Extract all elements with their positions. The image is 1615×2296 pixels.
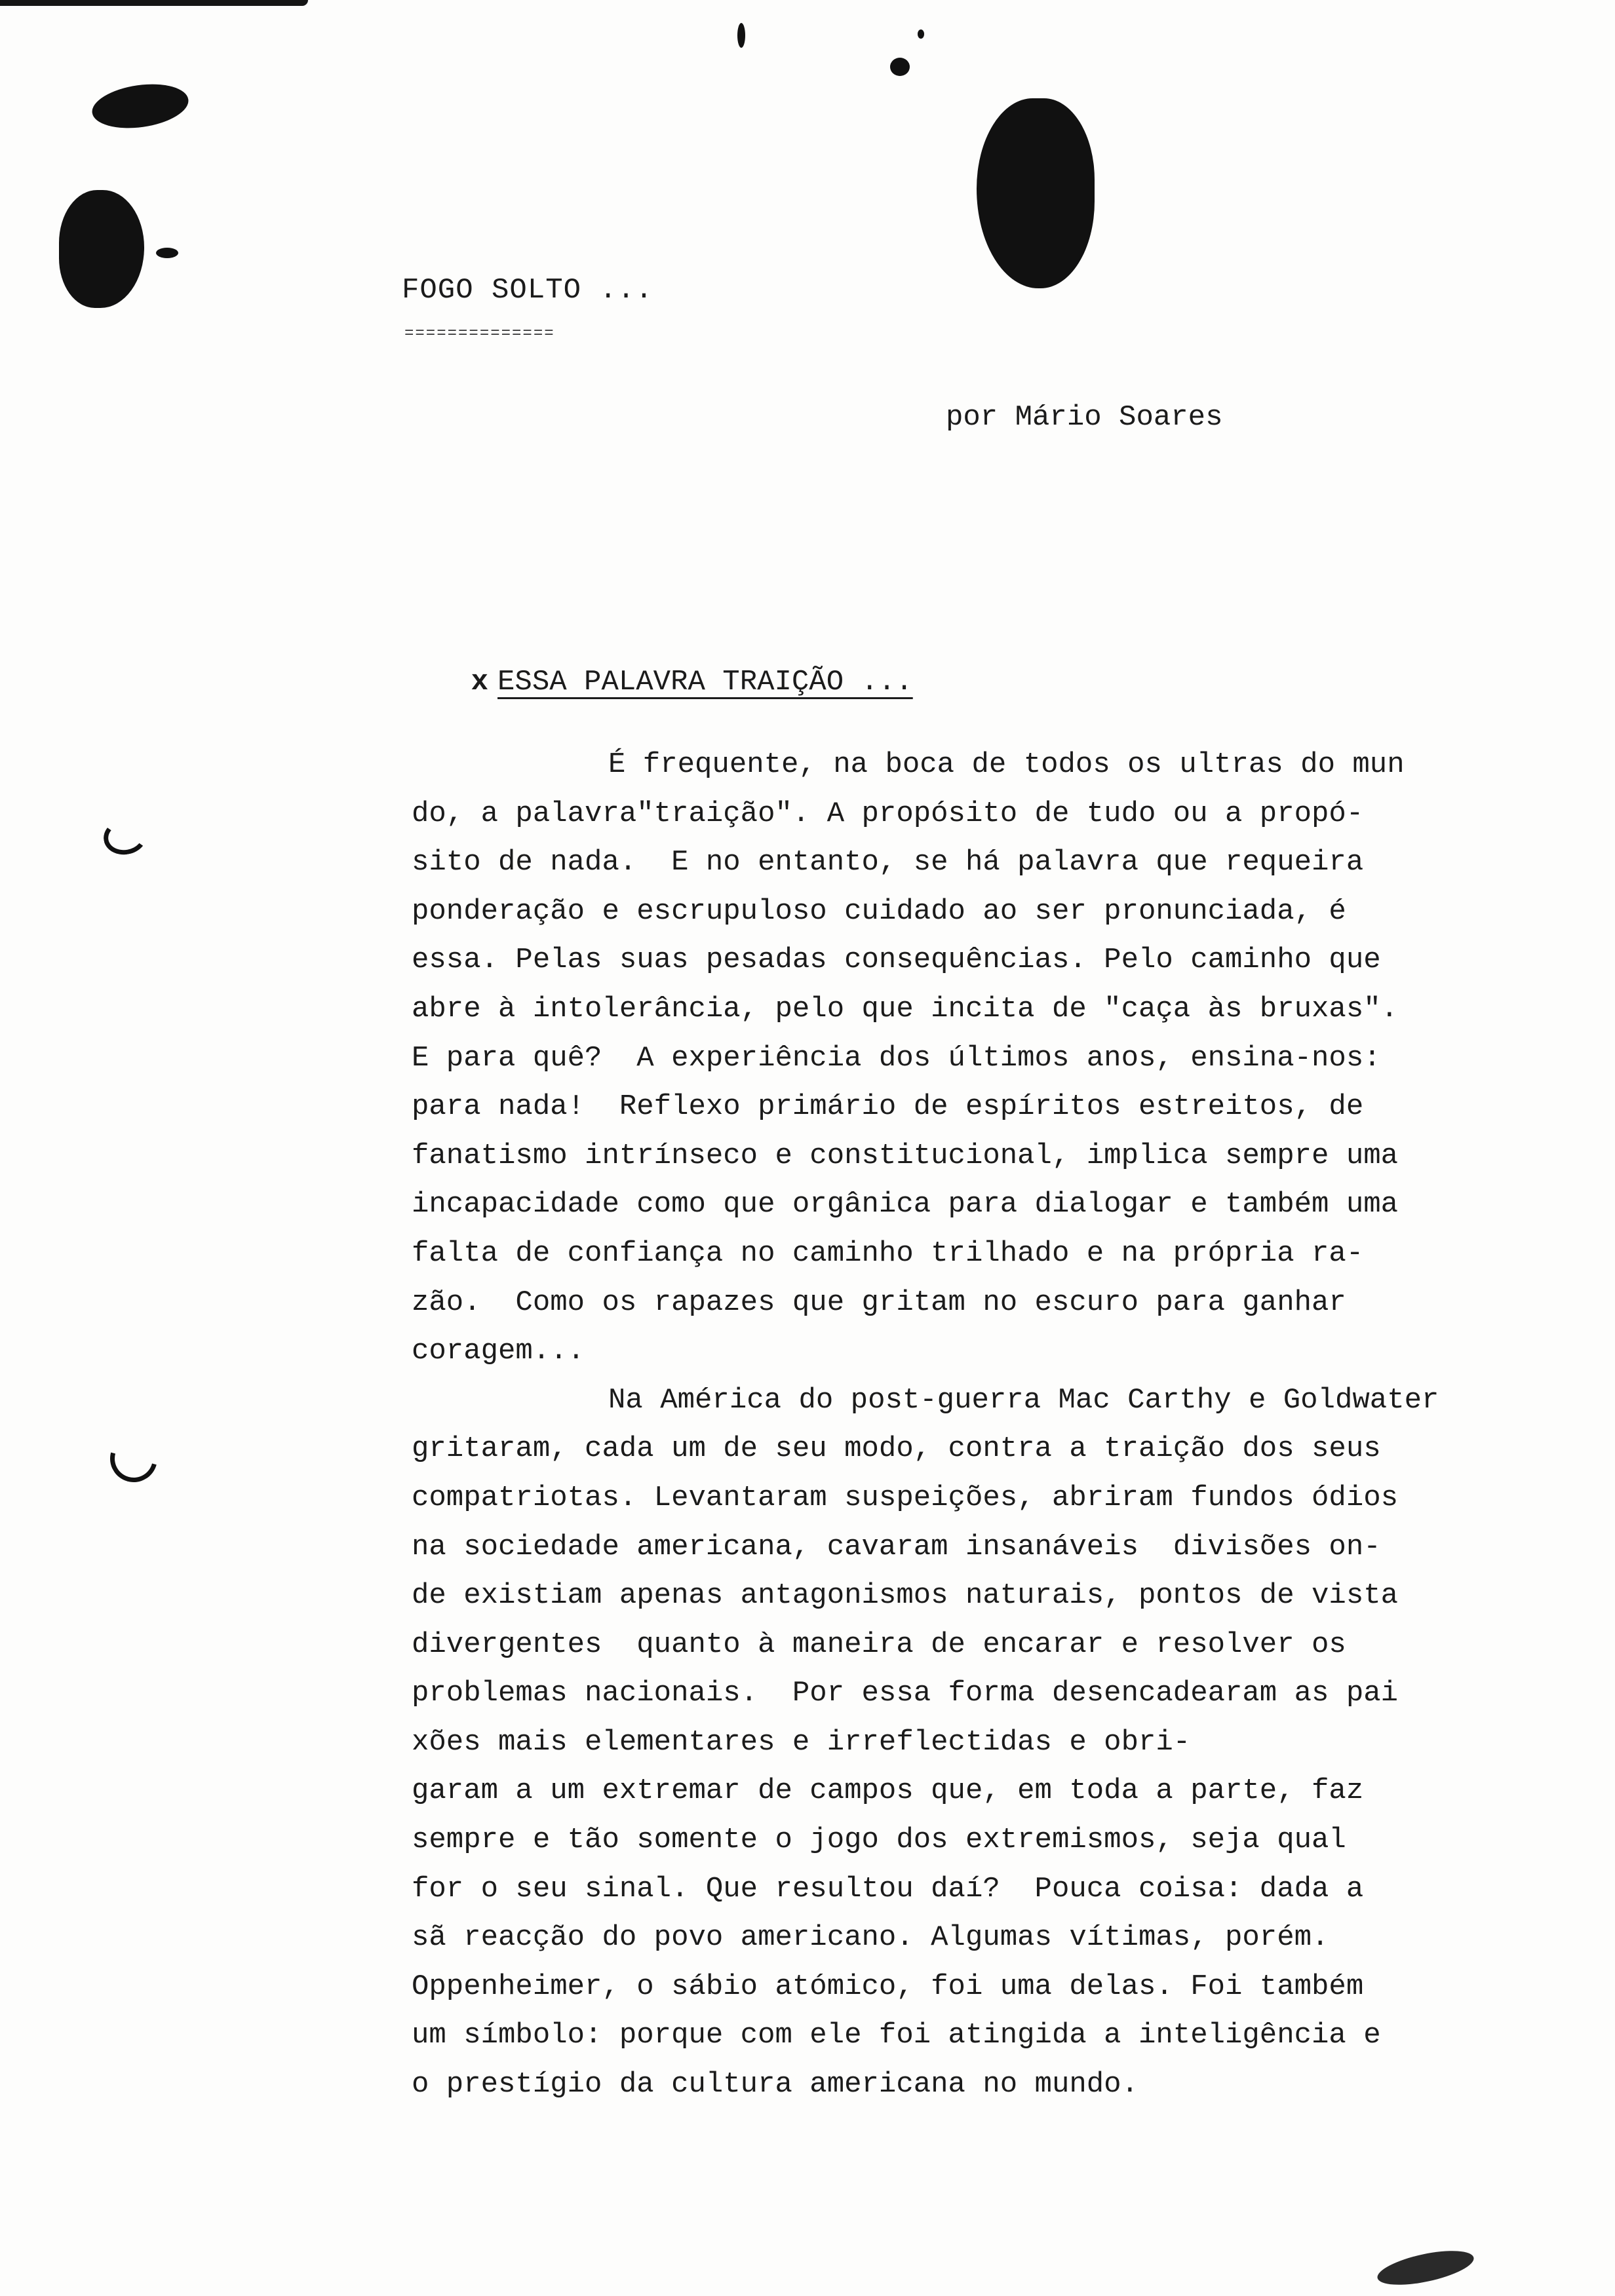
body-line: problemas nacionais. Por essa forma desencadearam as pai [412, 1677, 1399, 1710]
body-line: xões mais elementares e irreflectidas e obri- [412, 1725, 1191, 1759]
ink-smudge [1374, 2244, 1476, 2291]
body-line: gritaram, cada um de seu modo, contra a traição dos seus [412, 1432, 1381, 1466]
punch-hole-shadow [59, 190, 144, 308]
body-line: E para quê? A experiência dos últimos anos, ensina-nos: [412, 1041, 1381, 1075]
body-line: ponderação e escrupuloso cuidado ao ser pronunciada, é [412, 894, 1346, 928]
body-line: o prestígio da cultura americana no mundo. [412, 2068, 1138, 2101]
ink-blot [977, 98, 1095, 288]
ink-speck [918, 29, 924, 39]
ink-speck [890, 58, 910, 76]
title-underline-rule: ============== [404, 325, 555, 343]
body-line: para nada! Reflexo primário de espíritos estreitos, de [412, 1090, 1364, 1124]
article-body [412, 740, 1605, 2109]
body-line: do, a palavra"traição". A propósito de tudo ou a propó- [412, 797, 1364, 830]
body-line: for o seu sinal. Que resultou daí? Pouca coisa: dada a [412, 1872, 1364, 1905]
body-line: Oppenheimer, o sábio atómico, foi uma delas. Foi também [412, 1970, 1364, 2003]
ink-blot [89, 79, 191, 134]
body-line: divergentes quanto à maneira de encarar e resolver os [412, 1628, 1346, 1661]
body-line: sã reacção do povo americano. Algumas vítimas, porém. [412, 1921, 1329, 1955]
punch-hole-mark [101, 816, 149, 858]
body-line: sito de nada. E no entanto, se há palavra que requeira [412, 846, 1364, 879]
column-title: FOGO SOLTO ... [402, 274, 653, 307]
section-heading [402, 633, 913, 731]
ink-speck [156, 248, 178, 258]
section-title: ESSA PALAVRA TRAIÇÃO ... [497, 666, 913, 698]
body-line: Na América do post-guerra Mac Carthy e Goldwater [608, 1383, 1439, 1417]
author-byline: por Mário Soares [946, 401, 1223, 434]
body-line: incapacidade como que orgânica para dialogar e também uma [412, 1188, 1399, 1221]
scan-edge-line [0, 0, 308, 6]
section-marker: x [471, 666, 489, 698]
body-line: É frequente, na boca de todos os ultras do mun [608, 748, 1405, 781]
body-line: falta de confiança no caminho trilhado e na própria ra- [412, 1236, 1364, 1270]
body-line: de existiam apenas antagonismos naturais, pontos de vista [412, 1579, 1399, 1613]
ink-speck [737, 23, 745, 48]
body-line: garam a um extremar de campos que, em toda a parte, faz [412, 1774, 1364, 1808]
body-line: um símbolo: porque com ele foi atingida a inteligência e [412, 2019, 1381, 2052]
body-line: sempre e tão somente o jogo dos extremismos, seja qual [412, 1824, 1346, 1857]
body-line: essa. Pelas suas pesadas consequências. Pelo caminho que [412, 944, 1381, 977]
body-line: na sociedade americana, cavaram insanáveis divisões on- [412, 1530, 1381, 1563]
punch-hole-mark [102, 1426, 166, 1491]
body-line: abre à intolerância, pelo que incita de "caça às bruxas". [412, 992, 1399, 1025]
body-line: compatriotas. Levantaram suspeições, abriram fundos ódios [412, 1481, 1399, 1514]
body-line: fanatismo intrínseco e constitucional, implica sempre uma [412, 1139, 1399, 1172]
body-line: coragem... [412, 1335, 585, 1368]
body-line: zão. Como os rapazes que gritam no escuro para ganhar [412, 1286, 1346, 1319]
